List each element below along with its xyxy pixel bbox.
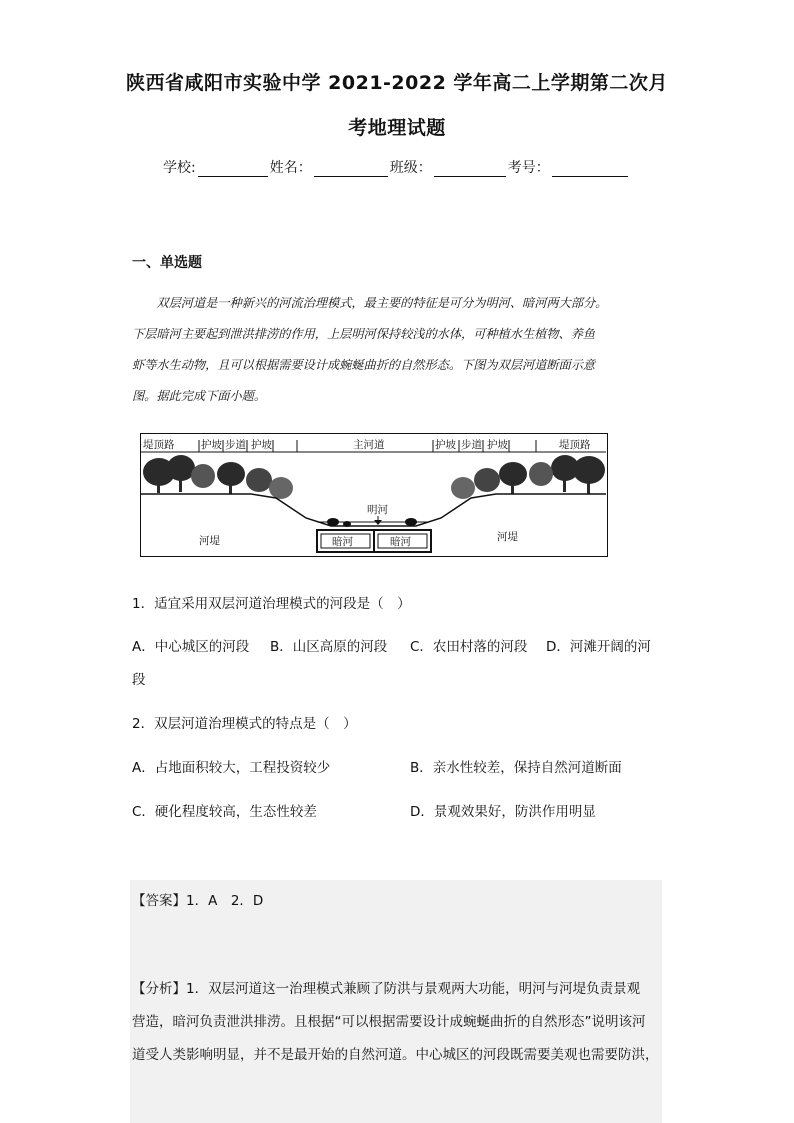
question-1-option-b[interactable]: B．山区高原的河段 [270,639,388,655]
section-heading: 一、单选题 [132,255,202,271]
question-1-option-a[interactable]: A．中心城区的河段 [132,639,250,655]
passage-line-1: 双层河道是一种新兴的河流治理模式，最主要的特征是可分为明河、暗河两大部分。 [156,296,608,310]
analysis-label: 【分析】 [132,981,186,997]
passage-block-4 [132,381,662,412]
label-slope-right-1: 护坡 [435,439,456,451]
label-walkway-right: 步道 [461,439,482,451]
school-label: 学校: [163,160,196,176]
question-1-stem: 1．适宜采用双层河道治理模式的河段是（ ） [132,596,411,612]
analysis-line-2: 营造，暗河负责泄洪排涝。且根据“可以根据需要设计成蜿蜒曲折的自然形态”说明该河 [132,1014,646,1030]
label-embankment-road-left: 堤顶路 [143,439,175,451]
answer-line [132,889,263,909]
question-1-option-d[interactable]: D．河滩开阔的河 [546,639,651,655]
class-label: 班级： [389,160,432,176]
label-hidden-river-left: 暗河 [332,536,353,548]
label-hidden-river-right: 暗河 [390,536,411,548]
question-2-stem: 2．双层河道治理模式的特点是（ ） [132,716,357,732]
label-open-river: 明河 [367,504,388,516]
name-label: 姓名： [269,160,312,176]
label-embankment-road-right: 堤顶路 [559,439,591,451]
trees-left-illustration [143,455,293,499]
page-title-line-1: 陕西省咸阳市实验中学 2021-2022 学年高二上学期第二次月 [126,72,668,94]
answer-analysis-box [130,880,662,1123]
passage-block-3 [132,350,662,381]
question-2-option-c[interactable]: C．硬化程度较高，生态性较差 [132,804,317,820]
number-label: 考号： [507,160,550,176]
question-2-option-d[interactable]: D．景观效果好，防洪作用明显 [410,804,596,820]
label-main-channel: 主河道 [353,439,385,451]
label-walkway-left: 步道 [225,439,246,451]
question-1-option-d-continued: 段 [132,672,146,688]
reading-passage [132,288,662,319]
passage-line-4: 图。据此完成下面小题。 [132,389,267,403]
label-levee-left: 河堤 [199,535,220,547]
question-2-option-b[interactable]: B．亲水性较差，保持自然河道断面 [410,760,622,776]
number-blank[interactable] [552,162,628,177]
question-1-option-c[interactable]: C．农田村落的河段 [410,639,528,655]
passage-line-2: 下层暗河主要起到泄洪排涝的作用，上层明河保持较浅的水体，可种植水生植物、养鱼 [132,327,596,341]
answer-text: 1．A 2．D [186,893,264,909]
analysis-line-3: 道受人类影响明显，并不是最开始的自然河道。中心城区的河段既需要美观也需要防洪， [132,1047,659,1063]
passage-block-2 [132,319,662,350]
question-2-option-a[interactable]: A．占地面积较大，工程投资较少 [132,760,331,776]
answer-label: 【答案】 [132,893,186,909]
student-info-row [163,157,630,177]
class-blank[interactable] [434,162,506,177]
label-slope-left-1: 护坡 [201,439,222,451]
school-blank[interactable] [198,162,268,177]
name-blank[interactable] [314,162,388,177]
river-cross-section-figure [140,433,608,557]
cross-section-diagram [141,434,606,555]
passage-line-3: 虾等水生动物，且可以根据需要设计成蜿蜒曲折的自然形态。下图为双层河道断面示意 [132,358,596,372]
page-title-line-2: 考地理试题 [348,117,446,139]
analysis-line-1 [132,977,640,997]
trees-right-illustration [451,455,605,499]
label-slope-left-2: 护坡 [251,439,272,451]
analysis-text-1: 1．双层河道这一治理模式兼顾了防洪与景观两大功能，明河与河堤负责景观 [186,981,641,997]
label-levee-right: 河堤 [497,531,518,543]
label-slope-right-2: 护坡 [487,439,508,451]
